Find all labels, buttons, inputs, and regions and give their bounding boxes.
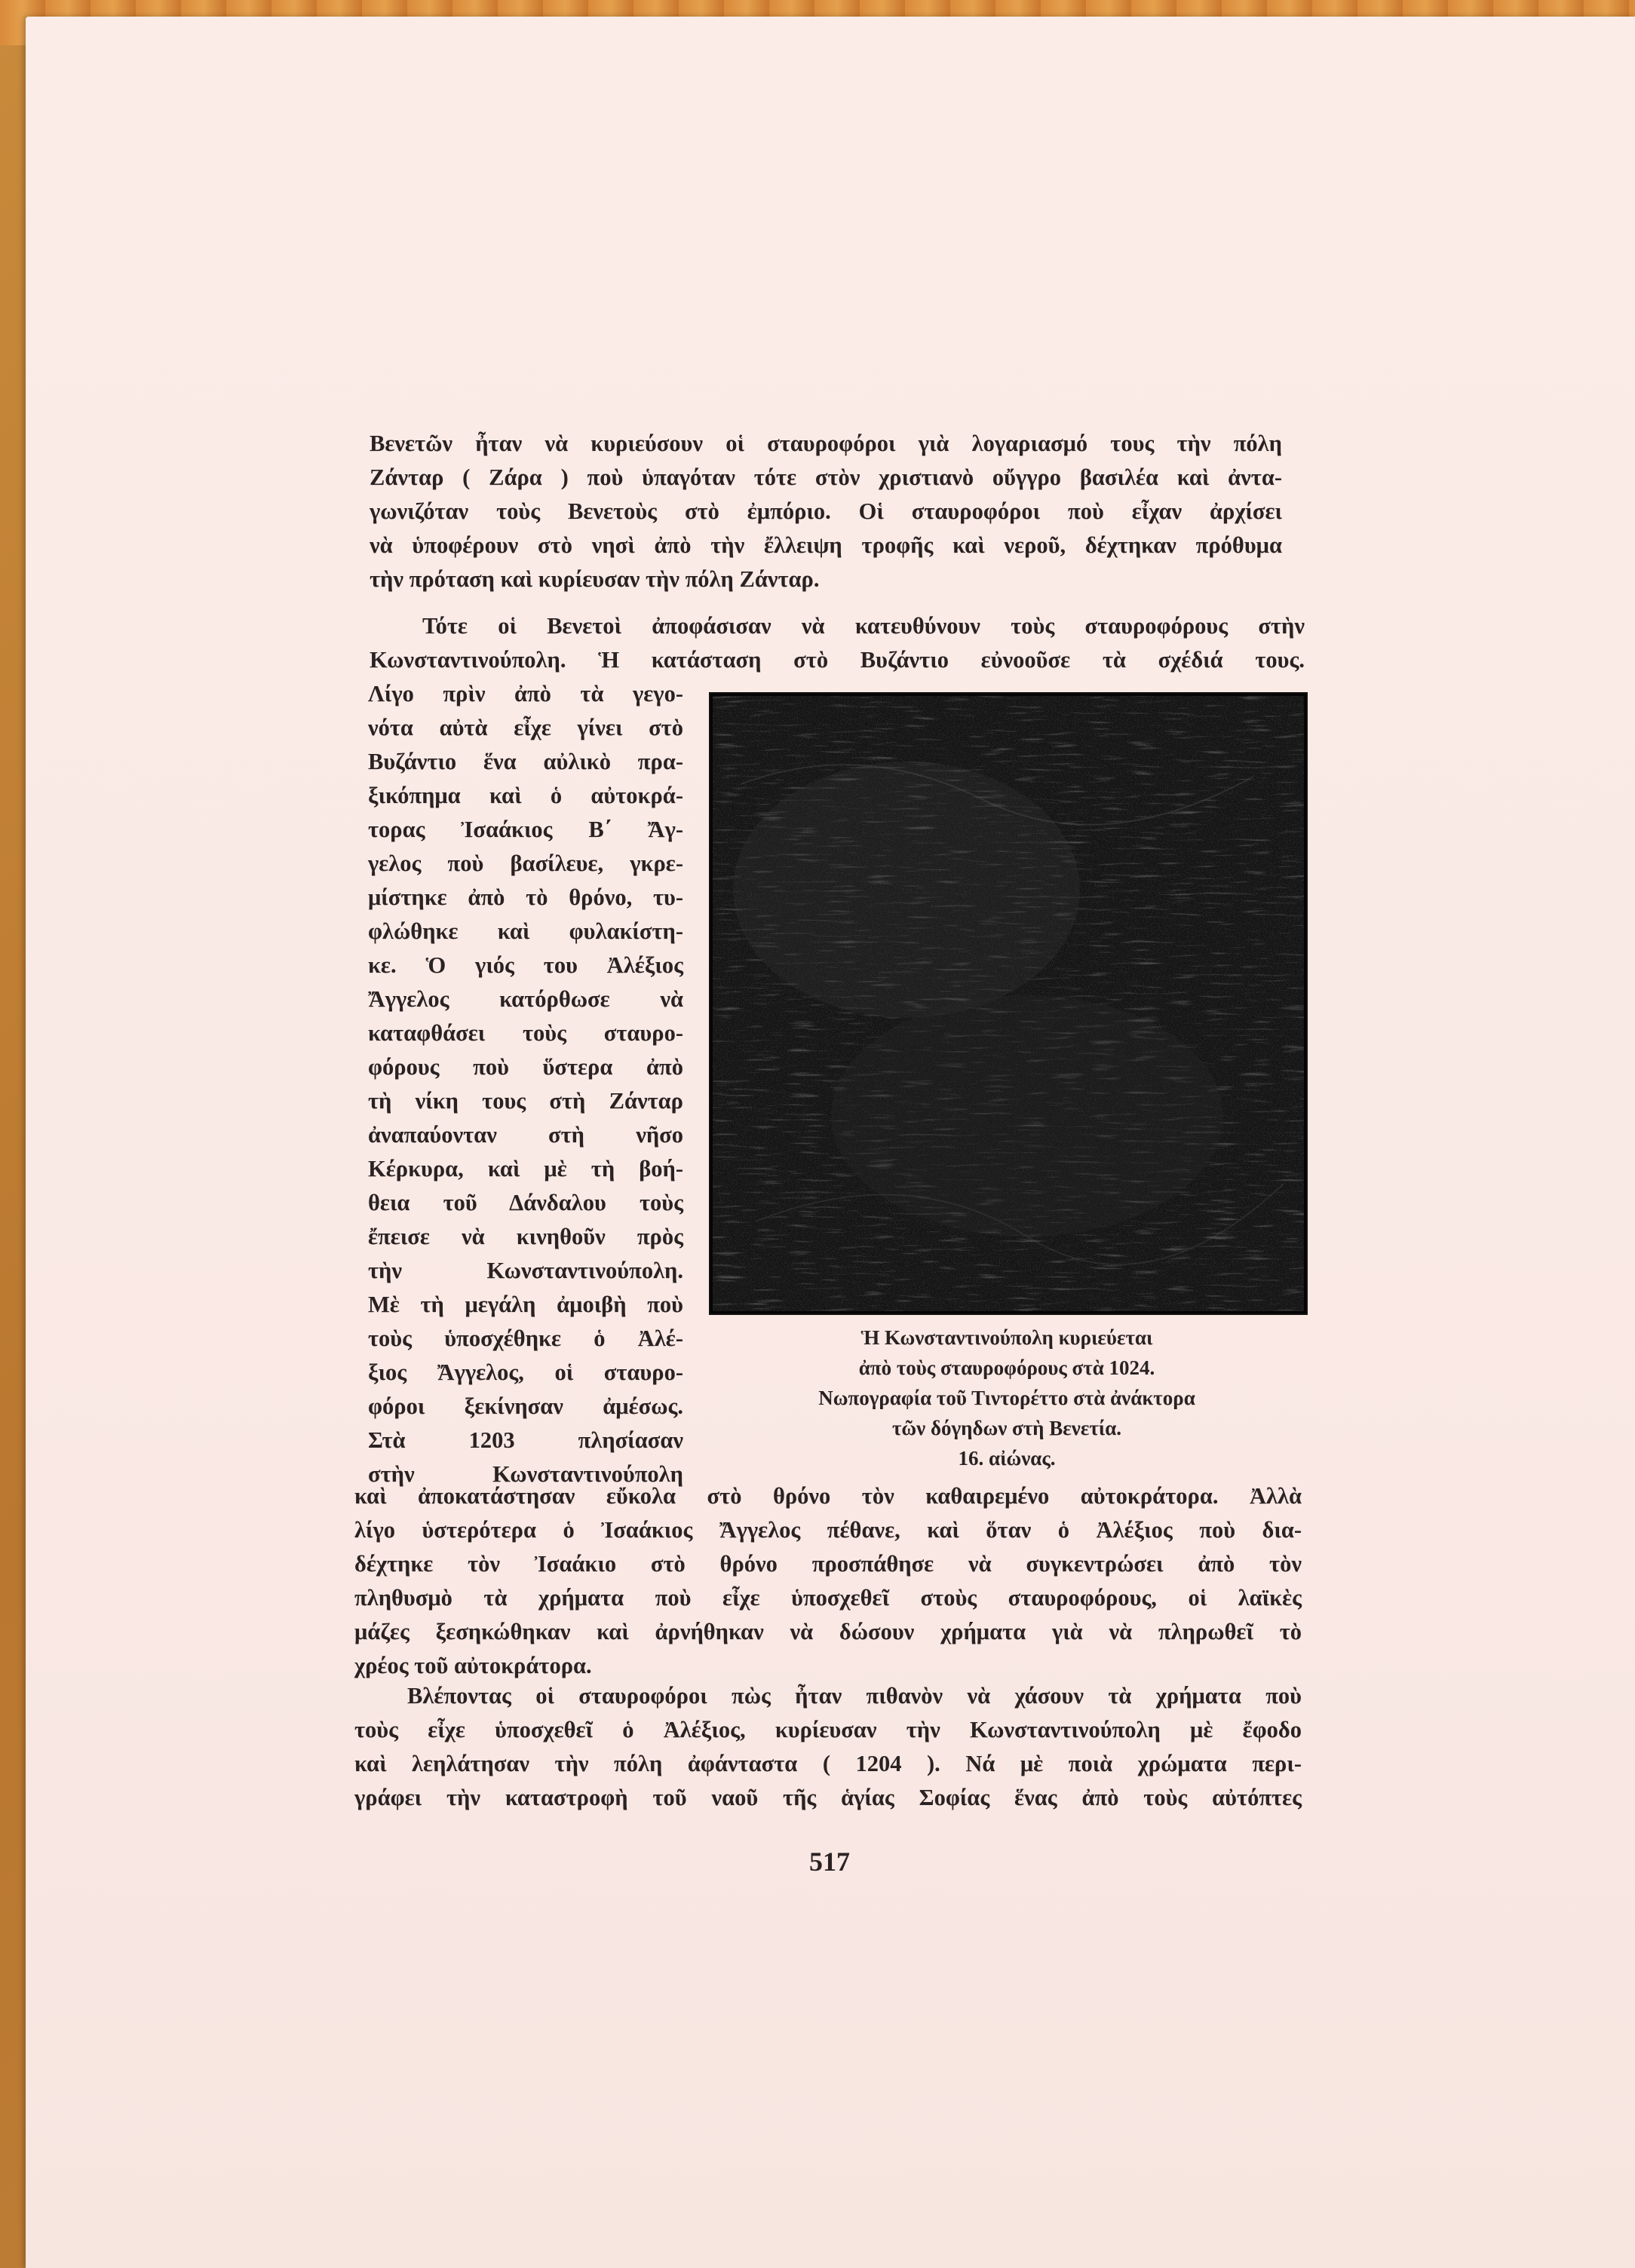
text-line: Ζάνταρ ( Ζάρα ) ποὺ ὑπαγόταν τότε στὸν χριστιανὸ οὔγγρο βασιλέα καὶ ἀντα-	[370, 464, 1282, 490]
text-line: Στὰ 1203 πλησίασαν	[368, 1427, 683, 1453]
text-line: Μὲ τὴ μεγάλη ἀμοιβὴ ποὺ	[368, 1292, 683, 1317]
text-line: στὴν Κωνσταντινούπολη	[368, 1461, 683, 1487]
text-line: τὴν πρόταση καὶ κυρίευσαν τὴν πόλη Ζάνταρ.	[370, 566, 820, 592]
text-line: χρέος τοῦ αὐτοκράτορα.	[354, 1653, 592, 1678]
text-line: γράφει τὴν καταστροφὴ τοῦ ναοῦ τῆς ἁγίας Σοφίας ἕνας ἀπὸ τοὺς αὐτόπτες	[354, 1785, 1302, 1810]
text-line: ἔπεισε νὰ κινηθοῦν πρὸς	[368, 1224, 683, 1249]
paragraph-1	[370, 427, 1282, 596]
text-line: Κέρκυρα, καὶ μὲ τὴ βοή-	[368, 1156, 683, 1182]
text-line: νότα αὐτὰ εἶχε γίνει στὸ	[368, 715, 683, 740]
text-line: νὰ ὑποφέρουν στὸ νησὶ ἀπὸ τὴν ἔλλειψη τροφῆς καὶ νεροῦ, δέχτηκαν πρόθυμα	[370, 532, 1282, 558]
text-line: Λίγο πρὶν ἀπὸ τὰ γεγο-	[368, 681, 683, 706]
text-line: μάζες ξεσηκώθηκαν καὶ ἀρνήθηκαν νὰ δώσουν χρήματα γιὰ νὰ πληρωθεῖ τὸ	[354, 1619, 1302, 1644]
text-line: λίγο ὑστερότερα ὁ Ἰσαάκιος Ἄγγελος πέθανε, καὶ ὅταν ὁ Ἀλέξιος ποὺ δια-	[354, 1517, 1302, 1543]
text-line: τορας Ἰσαάκιος Β΄ Ἄγ-	[368, 817, 683, 842]
text-line: Κωνσταντινούπολη. Ἡ κατάσταση στὸ Βυζάντιο εὐνοοῦσε τὰ σχέδιά τους.	[370, 647, 1305, 673]
text-line: καὶ λεηλάτησαν τὴν πόλη ἀφάνταστα ( 1204 ). Νά μὲ ποιὰ χρώματα περι-	[354, 1751, 1302, 1776]
text-line: Βλέποντας οἱ σταυροφόροι πὼς ἦταν πιθανὸν νὰ χάσουν τὰ χρήματα ποὺ	[407, 1683, 1302, 1709]
text-line: ἀναπαύονταν στὴ νῆσο	[368, 1122, 683, 1148]
text-line: Βυζάντιο ἕνα αὐλικὸ πρα-	[368, 749, 683, 774]
figure-caption	[709, 1322, 1305, 1473]
fresco-image	[709, 692, 1308, 1315]
text-line: Ἄγγελος κατόρθωσε νὰ	[368, 986, 683, 1012]
text-line: ξικόπημα καὶ ὁ αὐτοκρά-	[368, 783, 683, 808]
text-line: Βενετῶν ἦταν νὰ κυριεύσουν οἱ σταυροφόροι γιὰ λογαριασμό τους τὴν πόλη	[370, 431, 1282, 456]
text-line: κε. Ὁ γιός του Ἀλέξιος	[368, 952, 683, 978]
caption-line: ἀπὸ τοὺς σταυροφόρους στὰ 1024.	[858, 1356, 1155, 1379]
text-line: τὴ νίκη τους στὴ Ζάνταρ	[368, 1088, 683, 1114]
caption-line: Νωπογραφία τοῦ Τιντορέττο στὰ ἀνάκτορα	[818, 1387, 1195, 1409]
page-number: 517	[809, 1847, 850, 1877]
text-line: καὶ ἀποκατάστησαν εὔκολα στὸ θρόνο τὸν καθαιρεμένο αὐτοκράτορα. Ἀλλὰ	[354, 1483, 1302, 1509]
caption-line: 16. αἰώνας.	[958, 1447, 1056, 1470]
text-line: φόροι ξεκίνησαν ἀμέσως.	[368, 1393, 683, 1419]
text-line: τὴν Κωνσταντινούπολη.	[368, 1258, 683, 1283]
text-line: φλώθηκε καὶ φυλακίστη-	[368, 918, 683, 944]
text-line: φόρους ποὺ ὕστερα ἀπὸ	[368, 1054, 683, 1080]
text-line: τοὺς ὑποσχέθηκε ὁ Ἀλέ-	[368, 1326, 683, 1351]
text-line: Τότε οἱ Βενετοὶ ἀποφάσισαν νὰ κατευθύνουν τοὺς σταυροφόρους στὴν	[422, 613, 1305, 639]
text-line: πληθυσμὸ τὰ χρήματα ποὺ εἶχε ὑποσχεθεῖ στοὺς σταυροφόρους, οἱ λαϊκὲς	[354, 1585, 1302, 1611]
text-line: γωνιζόταν τοὺς Βενετοὺς στὸ ἐμπόριο. Οἱ σταυροφόροι ποὺ εἶχαν ἀρχίσει	[370, 498, 1282, 524]
text-line: ξιος Ἄγγελος, οἱ σταυρο-	[368, 1359, 683, 1385]
paragraph-3	[354, 1479, 1302, 1683]
text-line: τοὺς εἶχε ὑποσχεθεῖ ὁ Ἀλέξιος, κυρίευσαν τὴν Κωνσταντινούπολη μὲ ἔφοδο	[354, 1717, 1302, 1742]
fresco-image-texture	[710, 694, 1306, 1313]
caption-line: τῶν δόγηδων στὴ Βενετία.	[891, 1417, 1122, 1439]
text-line: καταφθάσει τοὺς σταυρο-	[368, 1020, 683, 1046]
paragraph-4	[354, 1679, 1302, 1815]
text-line: θεια τοῦ Δάνδαλου τοὺς	[368, 1190, 683, 1215]
text-line: γελος ποὺ βασίλευε, γκρε-	[368, 851, 683, 876]
caption-line: Ἡ Κωνσταντινούπολη κυριεύεται	[860, 1326, 1153, 1349]
side-column-text	[368, 677, 683, 1491]
paragraph-2	[370, 609, 1305, 677]
text-line: μίστηκε ἀπὸ τὸ θρόνο, τυ-	[368, 884, 683, 910]
text-line: δέχτηκε τὸν Ἰσαάκιο στὸ θρόνο προσπάθησε νὰ συγκεντρώσει ἀπὸ τὸν	[354, 1551, 1302, 1577]
